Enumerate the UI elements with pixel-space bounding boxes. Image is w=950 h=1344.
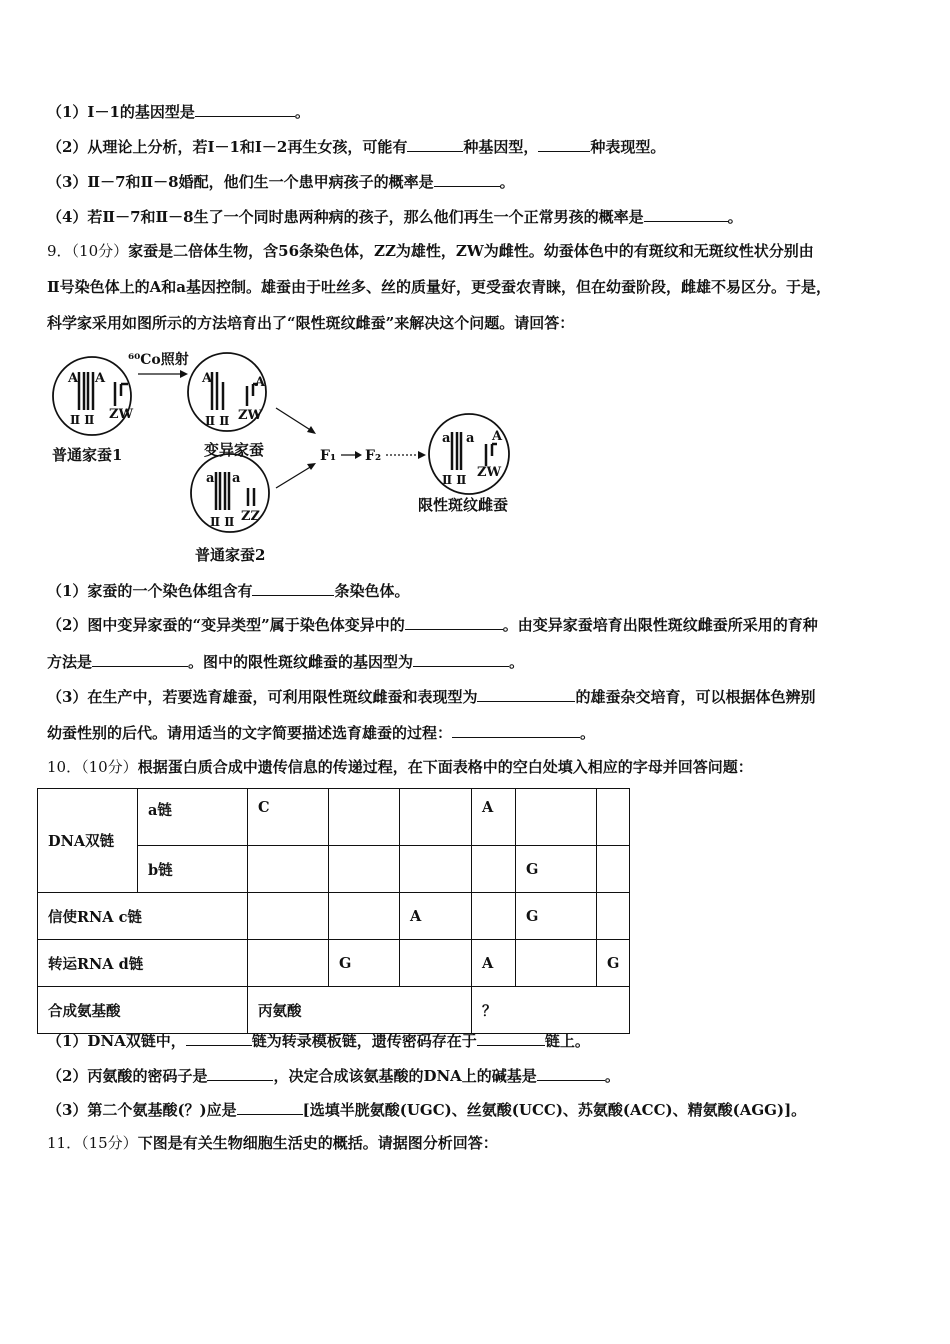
question-number: 11．（15分） bbox=[47, 1134, 138, 1152]
gene-label: A bbox=[95, 371, 106, 386]
label-limited-female: 限性斑纹雌蚕 bbox=[418, 496, 509, 514]
gene-label: A bbox=[68, 371, 79, 386]
table-cell[interactable]: G bbox=[329, 940, 400, 987]
table-cell[interactable]: G bbox=[516, 846, 597, 893]
silkworm-breeding-diagram bbox=[40, 348, 540, 570]
q9-part3: （3）在生产中，若要选育雄蚕，可利用限性斑纹雌蚕和表现型为 的雄蚕杂交培育，可以根据体色辨别 bbox=[47, 688, 816, 706]
sex-chromosome-label: ZW bbox=[238, 408, 263, 423]
q8-part3: （3）Ⅱ－7和Ⅱ－8婚配，他们生一个患甲病孩子的概率是 。 bbox=[47, 173, 515, 191]
table-cell-amino-acid-1: 丙氨酸 bbox=[248, 987, 472, 1034]
table-cell[interactable]: A bbox=[400, 893, 472, 940]
table-header-dna: DNA双链 bbox=[38, 789, 138, 893]
row-label-a-chain: a链 bbox=[138, 789, 248, 846]
answer-blank[interactable] bbox=[434, 171, 500, 187]
arrow-head bbox=[355, 451, 362, 459]
table-cell[interactable] bbox=[400, 940, 472, 987]
row-label-b-chain: b链 bbox=[138, 846, 248, 893]
label-silkworm1: 普通家蚕1 bbox=[52, 446, 123, 464]
generation-f1: F₁ bbox=[320, 448, 337, 464]
table-cell[interactable] bbox=[329, 789, 400, 846]
answer-blank[interactable] bbox=[207, 1065, 273, 1081]
label-mutant: 变异家蚕 bbox=[204, 441, 265, 459]
table-row bbox=[38, 789, 630, 846]
table-cell[interactable]: G bbox=[516, 893, 597, 940]
row-label-trna: 转运RNA d链 bbox=[38, 940, 248, 987]
row-label-amino-acid: 合成氨基酸 bbox=[38, 987, 248, 1034]
chromosome-label: Ⅱ Ⅱ bbox=[442, 473, 467, 487]
table-cell[interactable] bbox=[248, 940, 329, 987]
answer-blank[interactable] bbox=[644, 206, 728, 222]
table-cell[interactable] bbox=[400, 846, 472, 893]
question-number: 9．（10分） bbox=[47, 242, 129, 260]
chromosome-label: Ⅱ Ⅱ bbox=[70, 413, 95, 427]
gene-label: a bbox=[206, 471, 215, 486]
q9-part3-line2: 幼蚕性别的后代。请用适当的文字简要描述选育雄蚕的过程： 。 bbox=[47, 724, 596, 742]
table-cell[interactable] bbox=[597, 893, 630, 940]
table-cell[interactable]: A bbox=[472, 789, 516, 846]
answer-blank[interactable] bbox=[477, 686, 575, 702]
radiation-label: ⁶⁰Co照射 bbox=[128, 352, 189, 368]
chromosome-label: Ⅱ Ⅱ bbox=[205, 414, 230, 428]
answer-blank[interactable] bbox=[407, 136, 463, 152]
answer-blank[interactable] bbox=[405, 614, 503, 630]
table-cell[interactable] bbox=[516, 940, 597, 987]
table-row bbox=[38, 940, 630, 987]
chromosomes-mutant bbox=[212, 372, 258, 410]
answer-blank[interactable] bbox=[186, 1030, 252, 1046]
gene-label: a bbox=[232, 471, 241, 486]
chromosome-label: Ⅱ Ⅱ bbox=[210, 515, 235, 529]
gene-label: A bbox=[492, 429, 503, 444]
table-cell[interactable] bbox=[248, 846, 329, 893]
table-cell[interactable] bbox=[248, 893, 329, 940]
table-cell[interactable] bbox=[597, 846, 630, 893]
q11-stem: 11．（15分）下图是有关生物细胞生活史的概括。请据图分析回答： bbox=[47, 1134, 498, 1152]
table-row bbox=[38, 987, 630, 1034]
table-cell[interactable]: G bbox=[597, 940, 630, 987]
table-cell[interactable] bbox=[472, 893, 516, 940]
answer-blank[interactable] bbox=[237, 1099, 303, 1115]
gene-label: a bbox=[466, 431, 475, 446]
q9-part2: （2）图中变异家蚕的“变异类型”属于染色体变异中的 。由变异家蚕培育出限性斑纹雌蚕所采用的育种 bbox=[47, 616, 818, 634]
arrow bbox=[276, 466, 312, 488]
q10-part1: （1）DNA双链中， 链为转录模板链，遗传密码存在于 链上。 bbox=[47, 1032, 590, 1050]
cell-limited-female bbox=[429, 414, 509, 494]
table-cell[interactable] bbox=[329, 846, 400, 893]
q8-part1: （1）Ⅰ－1的基因型是 。 bbox=[47, 103, 310, 121]
q10-stem: 10．（10分）根据蛋白质合成中遗传信息的传递过程，在下面表格中的空白处填入相应的字母并回答问题： bbox=[47, 758, 753, 776]
q9-stem-line2: Ⅱ号染色体上的A和a基因控制。雄蚕由于吐丝多、丝的质量好，更受蚕农青睐，但在幼蚕阶段，雌雄不易区分。于是， bbox=[47, 278, 832, 296]
q9-part2-line2: 方法是 。图中的限性斑纹雌蚕的基因型为 。 bbox=[47, 653, 525, 671]
gene-label: A bbox=[255, 375, 266, 390]
answer-blank[interactable] bbox=[538, 136, 590, 152]
genetic-info-table bbox=[37, 788, 630, 1034]
q9-part1: （1）家蚕的一个染色体组含有 条染色体。 bbox=[47, 582, 410, 600]
q9-stem-line3: 科学家采用如图所示的方法培育出了“限性斑纹雌蚕”来解决这个问题。请回答： bbox=[47, 314, 575, 332]
question-number: 10．（10分） bbox=[47, 758, 138, 776]
gene-label: A bbox=[202, 371, 213, 386]
table-cell-amino-acid-2[interactable]: ？ bbox=[472, 987, 630, 1034]
answer-blank[interactable] bbox=[537, 1065, 605, 1081]
arrow-head bbox=[418, 451, 426, 459]
table-cell[interactable] bbox=[516, 789, 597, 846]
answer-blank[interactable] bbox=[252, 580, 334, 596]
sex-chromosome-label: ZW bbox=[109, 407, 134, 422]
gene-label: a bbox=[442, 431, 451, 446]
table-cell[interactable] bbox=[472, 846, 516, 893]
q10-part3: （3）第二个氨基酸(？)应是 [选填半胱氨酸(UGC)、丝氨酸(UCC)、苏氨酸(ACC)、精氨酸(AGG)]。 bbox=[47, 1101, 807, 1119]
answer-blank[interactable] bbox=[92, 651, 188, 667]
q10-part2: （2）丙氨酸的密码子是 ，决定合成该氨基酸的DNA上的碱基是 。 bbox=[47, 1067, 620, 1085]
label-silkworm2: 普通家蚕2 bbox=[195, 546, 266, 564]
generation-f2: F₂ bbox=[365, 448, 382, 464]
arrow-head bbox=[180, 370, 188, 378]
sex-chromosome-label: ZZ bbox=[241, 509, 260, 524]
q8-part4: （4）若Ⅱ－7和Ⅱ－8生了一个同时患两种病的孩子，那么他们再生一个正常男孩的概率是 。 bbox=[47, 208, 743, 226]
q9-stem-line1: 9．（10分）家蚕是二倍体生物，含56条染色体，ZZ为雄性，ZW为雌性。幼蚕体色中的有斑纹和无斑纹性状分别由 bbox=[47, 242, 814, 260]
table-cell[interactable]: A bbox=[472, 940, 516, 987]
q8-part2: （2）从理论上分析，若Ⅰ－1和Ⅰ－2再生女孩，可能有 种基因型， 种表现型。 bbox=[47, 138, 666, 156]
table-row bbox=[38, 893, 630, 940]
answer-blank[interactable] bbox=[413, 651, 509, 667]
table-cell[interactable] bbox=[329, 893, 400, 940]
row-label-mrna: 信使RNA c链 bbox=[38, 893, 248, 940]
answer-blank[interactable] bbox=[477, 1030, 545, 1046]
sex-chromosome-label: ZW bbox=[477, 465, 502, 480]
answer-blank[interactable] bbox=[452, 722, 580, 738]
table-cell[interactable]: C bbox=[248, 789, 329, 846]
arrow-head bbox=[307, 426, 316, 434]
answer-blank[interactable] bbox=[195, 101, 295, 117]
arrow bbox=[276, 408, 312, 431]
table-cell[interactable] bbox=[400, 789, 472, 846]
table-cell[interactable] bbox=[597, 789, 630, 846]
